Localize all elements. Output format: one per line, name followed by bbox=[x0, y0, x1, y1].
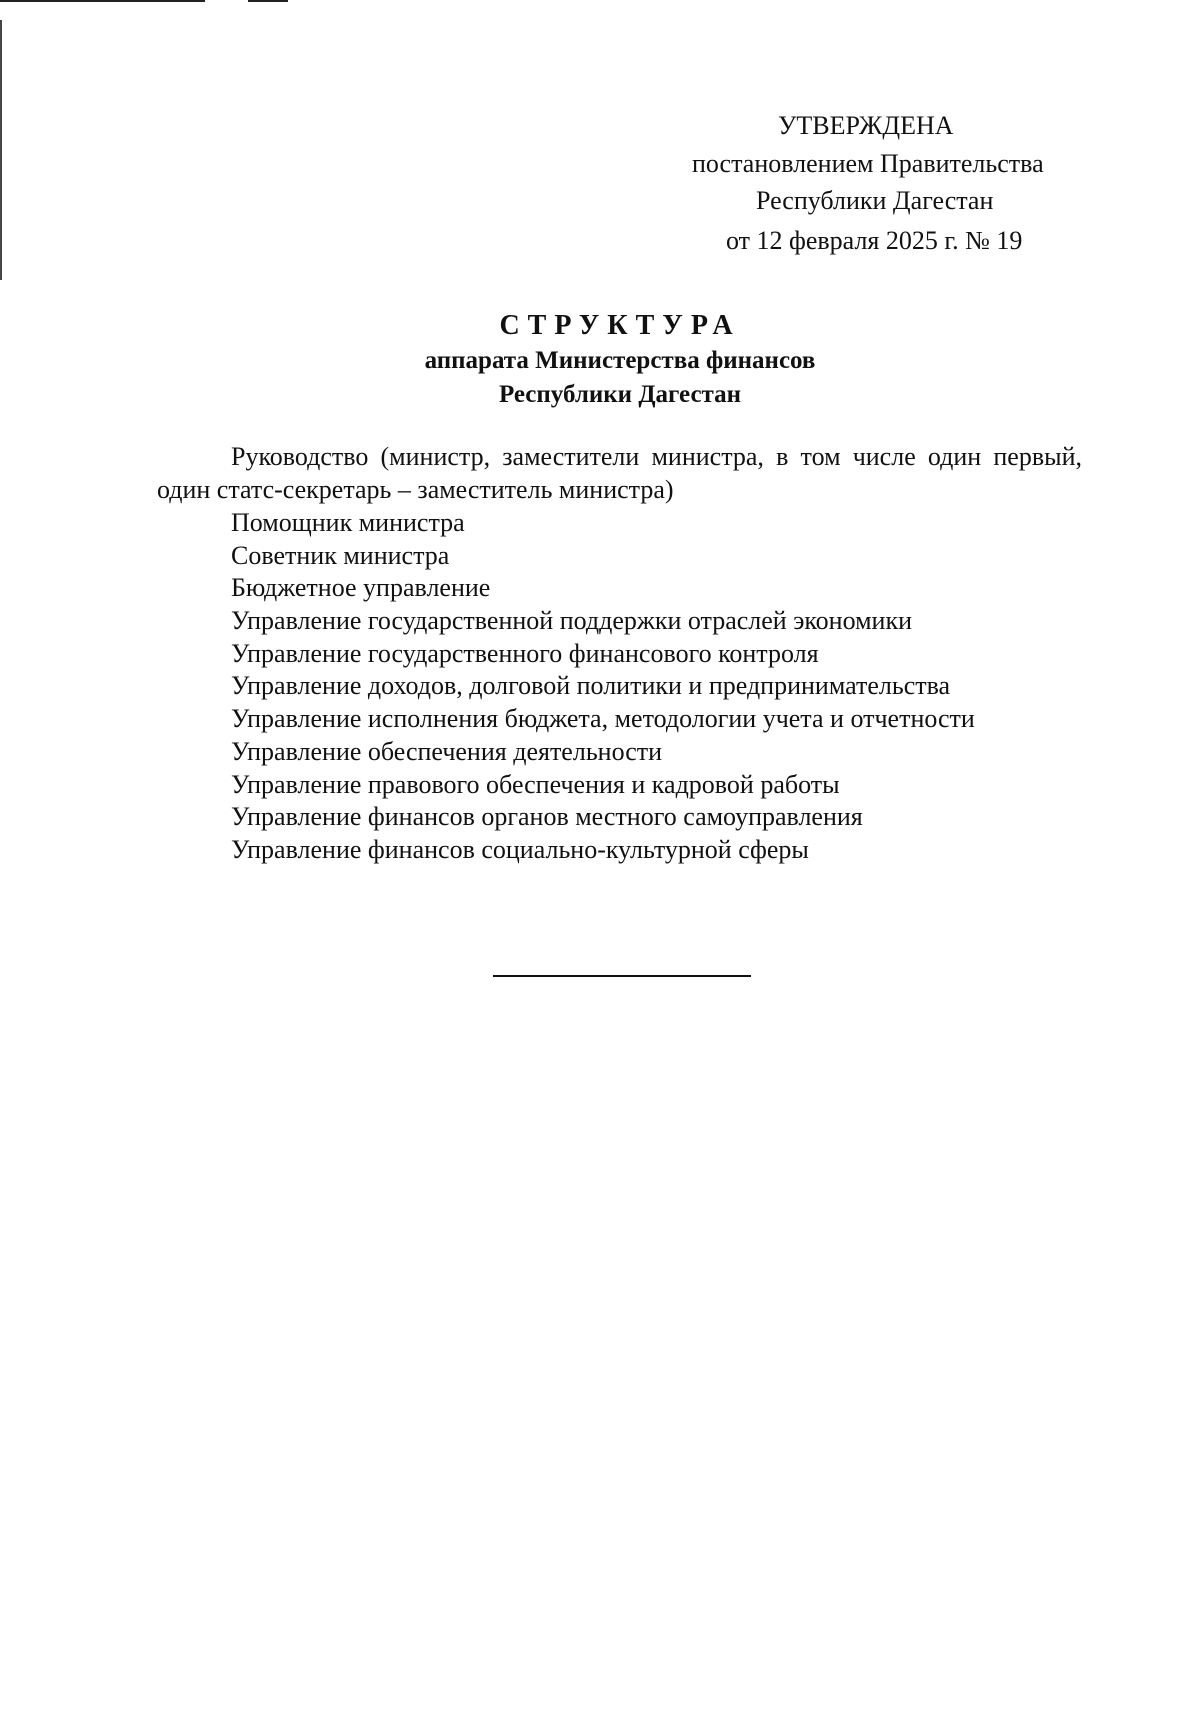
structure-body bbox=[157, 440, 1082, 866]
list-item: Управление правового обеспечения и кадровой работы bbox=[231, 769, 840, 799]
scan-mark-top-center bbox=[248, 0, 288, 2]
approval-heading: УТВЕРЖДЕНА bbox=[778, 111, 954, 140]
list-item: Бюджетное управление bbox=[231, 573, 491, 603]
title-subtitle-line-2: Республики Дагестан bbox=[498, 381, 742, 408]
list-item: Управление обеспечения деятельности bbox=[231, 736, 663, 766]
scan-mark-left-edge bbox=[0, 20, 2, 280]
closing-divider bbox=[493, 975, 751, 977]
approval-line-republic: Республики Дагестан bbox=[756, 186, 994, 215]
title-main: СТРУКТУРА bbox=[499, 310, 741, 341]
list-item: Советник министра bbox=[231, 540, 450, 570]
title-subtitle-line-1: аппарата Министерства финансов bbox=[424, 347, 816, 374]
list-item: Управление государственного финансового контроля bbox=[231, 638, 819, 668]
document-title bbox=[150, 308, 1090, 412]
leadership-paragraph: Руководство (министр, заместители министра, в том числе один первый, один статс-секретарь – заместитель министра) bbox=[157, 442, 1082, 504]
list-item: Управление исполнения бюджета, методологии учета и отчетности bbox=[231, 704, 975, 734]
scan-mark-top-left bbox=[0, 0, 205, 2]
list-item: Управление доходов, долговой политики и предпринимательства bbox=[231, 671, 951, 701]
list-item: Управление государственной поддержки отраслей экономики bbox=[231, 606, 913, 636]
units-list bbox=[157, 506, 1082, 866]
approval-line-date: от 12 февраля 2025 г. № 19 bbox=[726, 226, 1023, 255]
list-item: Управление финансов социально-культурной сферы bbox=[231, 834, 809, 864]
list-item: Помощник министра bbox=[231, 508, 465, 537]
list-item: Управление финансов органов местного самоуправления bbox=[231, 802, 863, 832]
approval-line-decree: постановлением Правительства bbox=[692, 149, 1044, 178]
